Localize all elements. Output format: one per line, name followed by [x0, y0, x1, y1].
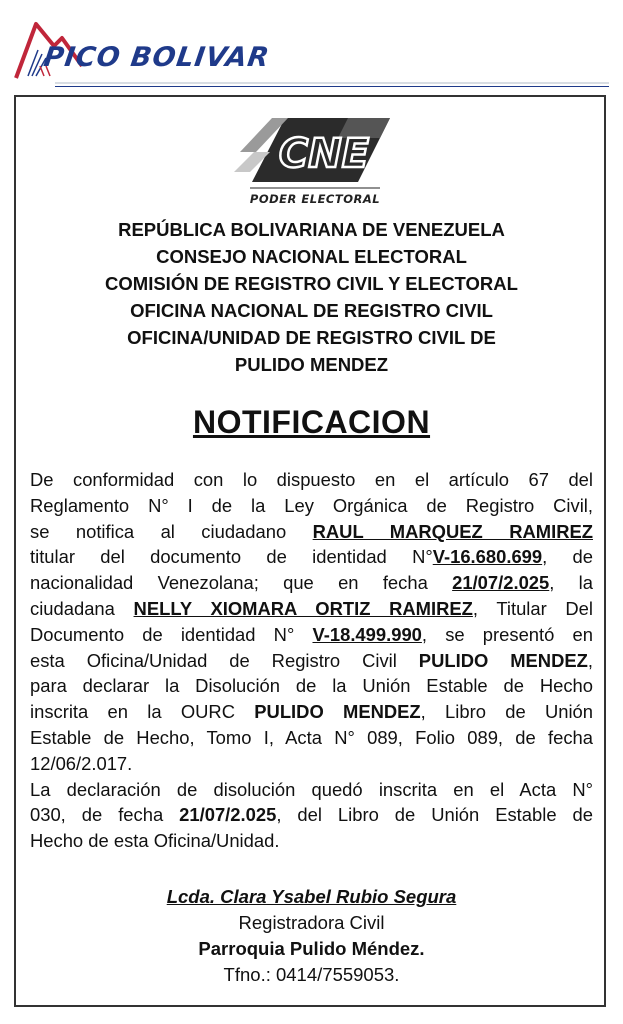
body-line: nacionalidad Venezolana; que en fecha 21/07/2.025, la	[30, 572, 593, 594]
signatory-parish: Parroquia Pulido Méndez.	[198, 938, 425, 959]
brand-name: PICO BOLIVAR	[41, 42, 272, 73]
heading-line: REPÚBLICA BOLIVARIANA DE VENEZUELA	[118, 219, 505, 240]
heading-line: COMISIÓN DE REGISTRO CIVIL Y ELECTORAL	[105, 273, 518, 294]
body-line: se notifica al ciudadano RAUL MARQUEZ RAMIREZ	[30, 520, 593, 542]
body-line: ciudadana NELLY XIOMARA ORTIZ RAMIREZ, Titular Del	[30, 597, 593, 619]
applicant-name: NELLY XIOMARA ORTIZ RAMIREZ	[133, 597, 473, 619]
cne-logo	[230, 110, 395, 210]
heading-line: CONSEJO NACIONAL ELECTORAL	[156, 246, 467, 267]
signatory-phone: Tfno.: 0414/7559053.	[223, 964, 400, 985]
masthead-rule	[55, 82, 609, 84]
cne-caption: PODER ELECTORAL	[249, 192, 381, 206]
body-line: Reglamento N° I de la Ley Orgánica de Registro Civil,	[30, 494, 593, 516]
signatory-name: Lcda. Clara Ysabel Rubio Segura	[166, 886, 457, 907]
body-line: Documento de identidad N° V-18.499.990, se presentó en	[30, 623, 593, 645]
masthead	[0, 0, 623, 92]
institution-heading	[30, 216, 593, 378]
body-line: De conformidad con lo dispuesto en el artículo 67 del	[30, 469, 593, 490]
body-line: para declarar la Disolución de la Unión Estable de Hecho	[30, 675, 593, 697]
inscription-date: 21/07/2.025	[179, 804, 277, 826]
body-line: La declaración de disolución quedó inscrita en el Acta N°	[30, 778, 593, 800]
cne-mark: CNE	[278, 131, 370, 177]
applicant-id: V-18.499.990	[312, 623, 422, 645]
office-name: PULIDO MENDEZ	[418, 649, 588, 671]
notice-body	[30, 467, 593, 854]
body-line: titular del documento de identidad N°V-16.680.699, de	[30, 546, 593, 568]
citizen-id: V-16.680.699	[432, 546, 543, 568]
signature-block	[30, 884, 593, 988]
notice-date: 21/07/2.025	[452, 572, 550, 594]
signatory-role: Registradora Civil	[238, 912, 385, 933]
citizen-name: RAUL MARQUEZ RAMIREZ	[312, 520, 593, 542]
body-line: Hecho de esta Oficina/Unidad.	[30, 830, 280, 852]
heading-line: PULIDO MENDEZ	[234, 354, 389, 375]
office-name: PULIDO MENDEZ	[254, 701, 421, 723]
page-title: NOTIFICACION	[192, 404, 431, 440]
masthead-rule-accent	[55, 86, 609, 87]
body-line: inscrita en la OURC PULIDO MENDEZ, Libro de Unión	[30, 701, 593, 723]
body-line: Estable de Hecho, Tomo I, Acta N° 089, Folio 089, de fecha	[30, 726, 593, 748]
heading-line: OFICINA/UNIDAD DE REGISTRO CIVIL DE	[127, 327, 496, 348]
body-line: esta Oficina/Unidad de Registro Civil PULIDO MENDEZ,	[30, 649, 593, 671]
body-line: 12/06/2.017.	[30, 752, 133, 774]
heading-line: OFICINA NACIONAL DE REGISTRO CIVIL	[130, 300, 493, 321]
body-line: 030, de fecha 21/07/2.025, del Libro de Unión Estable de	[30, 804, 593, 826]
